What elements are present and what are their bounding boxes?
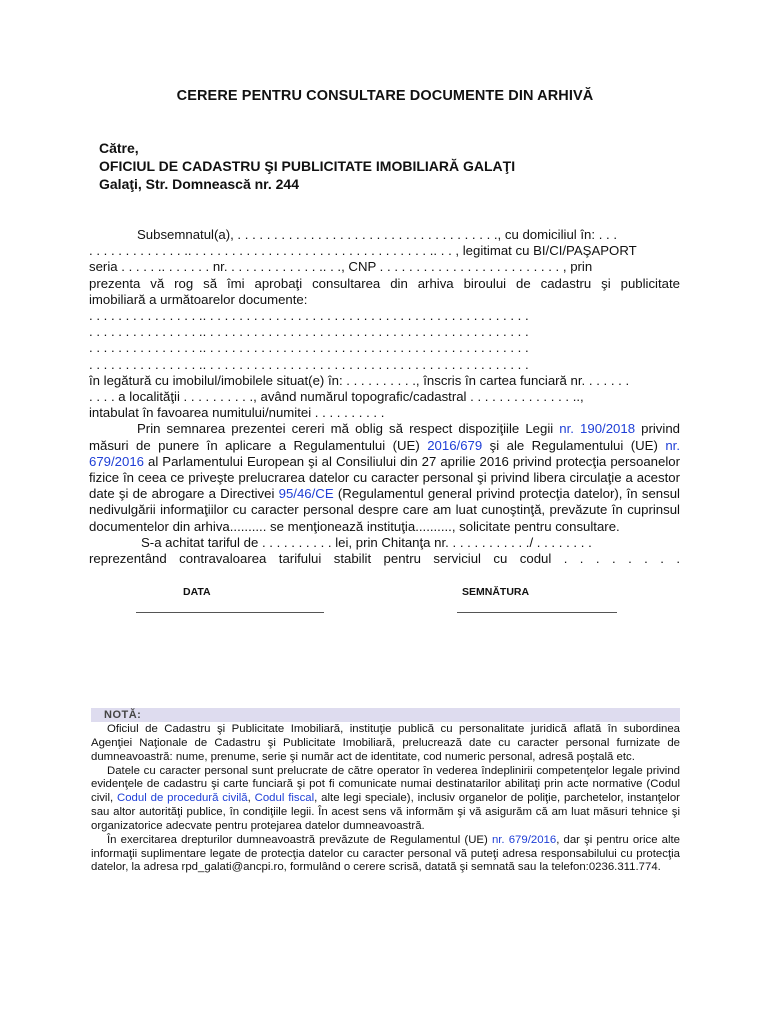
service-code-line: reprezentând contravaloarea tarifului stabilit pentru serviciul cu codul . . . . . . . . bbox=[89, 551, 680, 567]
applicant-id-line: seria . . . . . .. . . . . . . nr. . . . . . . . . . . . . .. . ., CNP . . . . . . . . . . . . . . . . . . . . . . . . . , prin bbox=[89, 259, 593, 275]
property-owner-line: intabulat în favoarea numitului/numitei . . . . . . . . . . bbox=[89, 405, 385, 421]
recipient-greeting: Către, bbox=[99, 140, 139, 156]
law-190-2018-link[interactable]: nr. 190/2018 bbox=[559, 421, 636, 437]
documents-intro: imobiliară a următoarelor documente: bbox=[89, 291, 308, 307]
note-text bbox=[91, 723, 680, 875]
note-paragraph-1: Oficiul de Cadastru şi Publicitate Imobiliară, instituţie publică cu personalitate juridică aflată în subordinea Agenţiei Naţionale de Cadastru şi Publicitate Imobiliară, prelucrează date cu caracter personal furnizate de dumneavoastră: nume, prenume, serie şi număr act de identitate, cod numeric personal, adresă poştală etc. bbox=[91, 723, 680, 763]
regulation-679-2016-note-link[interactable]: nr. 679/2016 bbox=[491, 833, 557, 846]
signature-label: SEMNĂTURA bbox=[462, 586, 530, 598]
documents-blank-line-3: . . . . . . . . . . . . . . . .. . . . . . . . . . . . . . . . . . . . . . . . . . . . . . . . . . . . . . . . . . . . . bbox=[89, 340, 529, 356]
regulation-2016-679-link[interactable]: 2016/679 bbox=[427, 437, 483, 453]
recipient-office: OFICIUL DE CADASTRU ŞI PUBLICITATE IMOBILIARĂ GALAŢI bbox=[99, 158, 516, 174]
request-text-line: prezenta vă rog să îmi aprobaţi consultarea din arhiva biroului de cadastru şi publicitate bbox=[89, 275, 680, 291]
property-cadastral-line: . . . . a localităţii . . . . . . . . . ., având numărul topografic/cadastral . . . . . . . . . . . . . . .., bbox=[89, 389, 584, 405]
note-paragraph-2: Datele cu caracter personal sunt prelucrate de către operator în vederea îndeplinirii competenţelor legale privind evidenţele de cadastru şi carte funciară şi pot fi comunicate numai destinatarilor abilitaţi prin acte normative (Codul civil, Codul de procedură civilă, Codul fiscal, alte legi speciale), inclusiv organelor de poliţie, parchetelor, instanţelor sau altor autorităţi publice, în condiţiile legii. În acest sens vă informăm şi vă asigurăm că am luat măsuri tehnice şi organizatorice adecvate pentru protejarea datelor dumneavoastră. bbox=[91, 764, 680, 832]
note-heading: NOTĂ: bbox=[104, 709, 142, 721]
note-paragraph-3: În exercitarea drepturilor dumneavoastră prevăzute de Regulamentul (UE) nr. 679/2016, dar şi pentru orice alte informaţii suplimentare legate de protecţia datelor cu caracter personal vă puteţi adresa responsabilului cu protecţia datelor, la adresa rpd_galati@ancpi.ro, formulând o cerere scrisă, datată şi semnată sau la telefon:0236.311.774. bbox=[91, 833, 681, 874]
documents-blank-line-2: . . . . . . . . . . . . . . . .. . . . . . . . . . . . . . . . . . . . . . . . . . . . . . . . . . . . . . . . . . . . . bbox=[89, 324, 529, 340]
signature-line bbox=[457, 612, 617, 613]
property-location-line: în legătură cu imobilul/imobilele situat(e) în: . . . . . . . . . ., înscris în cartea funciară nr. . . . . . . bbox=[89, 372, 630, 388]
applicant-address-line: . . . . . . . . . . . . . .. . . . . . . . . . . . . . . . . . . . . . . . . . . . . . . . . .. . . , legitimat cu BI/CI/PAŞAPORT bbox=[89, 243, 637, 259]
date-label: DATA bbox=[183, 586, 211, 598]
fiscal-code-link[interactable]: Codul fiscal bbox=[254, 792, 315, 805]
civil-procedure-code-link[interactable]: Codul de procedură civilă bbox=[117, 792, 248, 805]
documents-blank-line-1: . . . . . . . . . . . . . . . .. . . . . . . . . . . . . . . . . . . . . . . . . . . . . . . . . . . . . . . . . . . . . bbox=[89, 308, 529, 324]
documents-blank-line-4: . . . . . . . . . . . . . . . .. . . . . . . . . . . . . . . . . . . . . . . . . . . . . . . . . . . . . . . . . . . . . bbox=[89, 356, 529, 372]
payment-line: S-a achitat tariful de . . . . . . . . . . lei, prin Chitanţa nr. . . . . . . . . . . ./ . . . . . . . . bbox=[141, 534, 592, 550]
recipient-block bbox=[99, 139, 515, 193]
request-form-body bbox=[89, 227, 680, 567]
gdpr-commitment-paragraph: Prin semnarea prezentei cereri mă oblig să respect dispoziţiile Legii nr. 190/2018 privind măsuri de punere în aplicare a Regulamentului (UE) 2016/679 şi ale Regulamentului (UE) nr. 679/2016 al Parlamentului European şi al Consiliului din 27 aprilie 2016 privind protecţia persoanelor fizice în ceea ce priveşte prelucrarea datelor cu caracter personal şi privind libera circulaţie a acestor date şi de abrogare a Directivei 95/46/CE (Regulamentul general privind protecţia datelor), în sensul nedivulgării informaţiilor cu caracter personal despre care am luat cunoştinţă, prevăzute în cuprinsul documentelor din arhiva.......... se menţionează instituţia.........., solicitate pentru consultare. bbox=[89, 421, 681, 534]
recipient-address: Galaţi, Str. Domnească nr. 244 bbox=[99, 176, 299, 192]
applicant-name-line: Subsemnatul(a), . . . . . . . . . . . . . . . . . . . . . . . . . . . . . . . . . . . ., cu domiciliul în: . . . bbox=[137, 227, 618, 242]
date-signature-line bbox=[136, 612, 324, 613]
directive-95-46-link[interactable]: 95/46/CE bbox=[278, 486, 334, 502]
regulation-679-2016-link[interactable]: nr. 679/2016 bbox=[89, 437, 680, 469]
page-title: CERERE PENTRU CONSULTARE DOCUMENTE DIN ARHIVĂ bbox=[176, 88, 594, 104]
note-header-bar bbox=[91, 708, 680, 722]
